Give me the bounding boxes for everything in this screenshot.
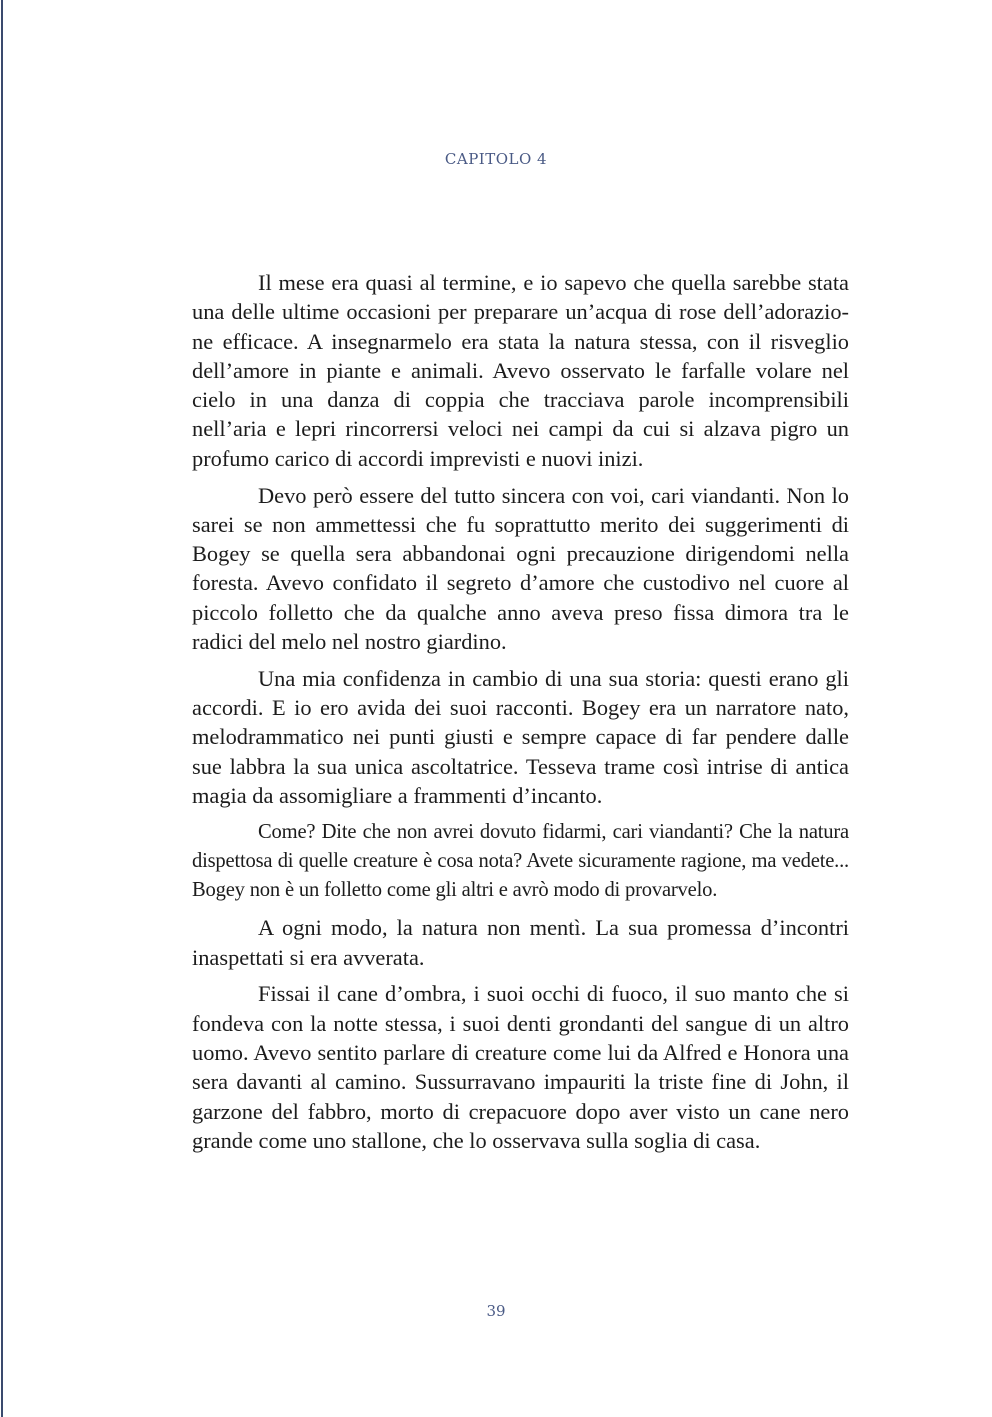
paragraph: Fissai il cane d’ombra, i suoi occhi di fuoco, il suo manto che si fondeva con la notte stessa, i suoi denti grondanti del sangue di un altro uomo. Avevo sentito parlare di creature come lui da Alfred e Honora una sera davanti al camino. Sussurravano impauriti la triste fine di John, il garzone del fabbro, morto di crepacuore dopo aver visto un cane nero grande come uno stallone, che lo osservava sulla soglia di casa. xyxy=(192,981,849,1153)
chapter-body xyxy=(192,268,849,1163)
paragraph: Una mia confidenza in cambio di una sua storia: questi erano gli accordi. E io ero avida dei suoi racconti. Bogey era un narratore nato, melodrammatico nei punti giusti e sempre capace di far pendere dalle sue labbra la sua unica ascoltatrice. Tesseva trame così intrise di antica magia da assomigliare a frammenti d’incanto. xyxy=(192,665,849,809)
page-number: 39 xyxy=(486,1302,506,1320)
paragraph: A ogni modo, la natura non mentì. La sua promessa d’incontri inaspettati si era avverata. xyxy=(192,915,849,970)
paragraph: Come? Dite che non avrei dovuto fidarmi, cari viandanti? Che la natura dispettosa di quelle creature è cosa nota? Avete sicuramente ragione, ma vedete... Bogey non è un folletto come gli altri e avrò modo di provarvelo. xyxy=(192,820,849,902)
page-edge-rule xyxy=(1,0,3,1417)
paragraph: Il mese era quasi al termine, e io sapevo che quella sarebbe stata una delle ultime occasioni per preparare un’acqua di rose dell’adorazio-ne efficace. A insegnarmelo era stata la natura stessa, con il risveglio dell’amore in piante e animali. Avevo osservato le farfalle volare nel cielo in una danza di coppia che tracciava parole incomprensibili nell’aria e lepri rincorrersi veloci nei campi da cui si alzava pigro un profumo carico di accordi imprevisti e nuovi inizi. xyxy=(192,270,849,471)
chapter-heading: CAPITOLO 4 xyxy=(444,150,548,168)
paragraph: Devo però essere del tutto sincera con voi, cari viandanti. Non lo sarei se non ammettessi che fu soprattutto merito dei suggerimenti di Bogey se quella sera abbandonai ogni precauzione dirigendomi nella foresta. Avevo confidato il segreto d’amore che custodivo nel cuore al piccolo folletto che da qualche anno aveva preso fissa dimora tra le radici del melo nel nostro giardino. xyxy=(192,482,849,655)
